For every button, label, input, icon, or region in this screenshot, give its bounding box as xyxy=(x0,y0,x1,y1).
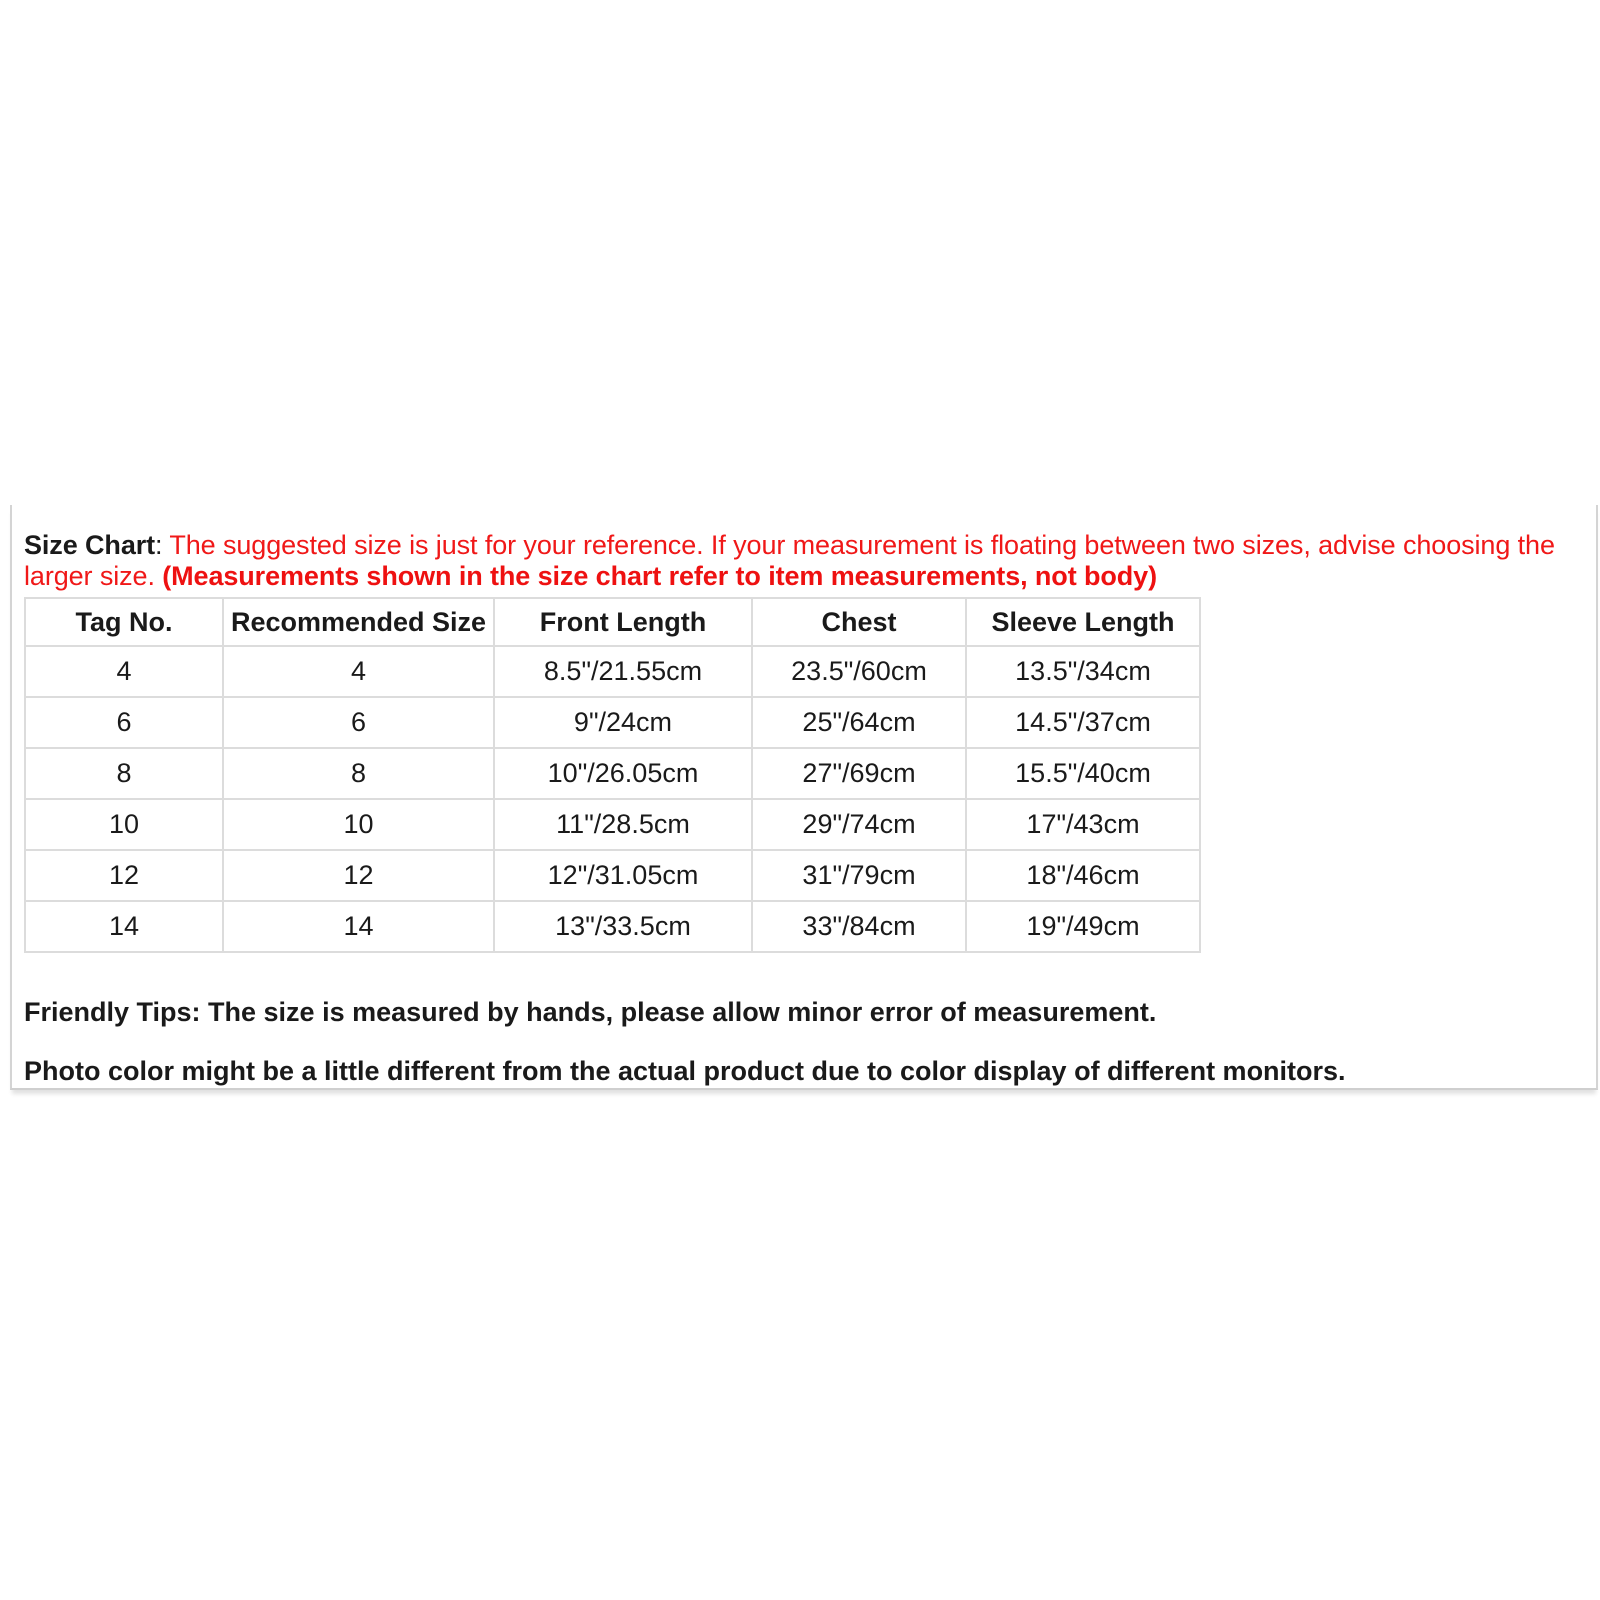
cell-recommended-size: 8 xyxy=(223,748,494,799)
cell-front-length: 11"/28.5cm xyxy=(494,799,752,850)
cell-chest: 27"/69cm xyxy=(752,748,966,799)
size-chart-reference-text: The suggested size is just for your reference. If your measurement is floating between two sizes, advise choosing the larger size. xyxy=(24,530,1555,591)
header-front-length: Front Length xyxy=(494,598,752,646)
cell-recommended-size: 6 xyxy=(223,697,494,748)
cell-chest: 23.5"/60cm xyxy=(752,646,966,697)
table-row xyxy=(25,697,1200,748)
header-chest: Chest xyxy=(752,598,966,646)
header-tag-no: Tag No. xyxy=(25,598,223,646)
table-row xyxy=(25,799,1200,850)
cell-front-length: 10"/26.05cm xyxy=(494,748,752,799)
cell-tag-no: 4 xyxy=(25,646,223,697)
cell-tag-no: 8 xyxy=(25,748,223,799)
cell-sleeve-length: 13.5"/34cm xyxy=(966,646,1200,697)
cell-front-length: 12"/31.05cm xyxy=(494,850,752,901)
cell-tag-no: 12 xyxy=(25,850,223,901)
cell-chest: 33"/84cm xyxy=(752,901,966,952)
cell-front-length: 8.5"/21.55cm xyxy=(494,646,752,697)
table-row xyxy=(25,901,1200,952)
cell-tag-no: 14 xyxy=(25,901,223,952)
cell-sleeve-length: 14.5"/37cm xyxy=(966,697,1200,748)
table-header-row xyxy=(25,598,1200,646)
cell-tag-no: 6 xyxy=(25,697,223,748)
table-row xyxy=(25,850,1200,901)
size-chart-panel xyxy=(10,505,1598,1090)
photo-color-note: Photo color might be a little different from the actual product due to color display of different monitors. xyxy=(24,1056,1346,1086)
cell-sleeve-length: 19"/49cm xyxy=(966,901,1200,952)
cell-sleeve-length: 15.5"/40cm xyxy=(966,748,1200,799)
header-sleeve-length: Sleeve Length xyxy=(966,598,1200,646)
header-recommended-size: Recommended Size xyxy=(223,598,494,646)
table-row xyxy=(25,646,1200,697)
size-chart-measurement-note: (Measurements shown in the size chart refer to item measurements, not body) xyxy=(162,561,1157,591)
cell-recommended-size: 10 xyxy=(223,799,494,850)
cell-front-length: 9"/24cm xyxy=(494,697,752,748)
cell-tag-no: 10 xyxy=(25,799,223,850)
cell-chest: 25"/64cm xyxy=(752,697,966,748)
size-chart-label: Size Chart xyxy=(24,530,156,560)
cell-recommended-size: 14 xyxy=(223,901,494,952)
cell-recommended-size: 12 xyxy=(223,850,494,901)
size-chart-colon: : xyxy=(155,530,163,560)
table-row xyxy=(25,748,1200,799)
size-table xyxy=(24,597,1201,953)
cell-chest: 29"/74cm xyxy=(752,799,966,850)
cell-sleeve-length: 17"/43cm xyxy=(966,799,1200,850)
friendly-tips-text: Friendly Tips: The size is measured by hands, please allow minor error of measurement. xyxy=(24,997,1157,1027)
cell-chest: 31"/79cm xyxy=(752,850,966,901)
cell-sleeve-length: 18"/46cm xyxy=(966,850,1200,901)
size-chart-intro xyxy=(24,530,1584,592)
cell-recommended-size: 4 xyxy=(223,646,494,697)
cell-front-length: 13"/33.5cm xyxy=(494,901,752,952)
